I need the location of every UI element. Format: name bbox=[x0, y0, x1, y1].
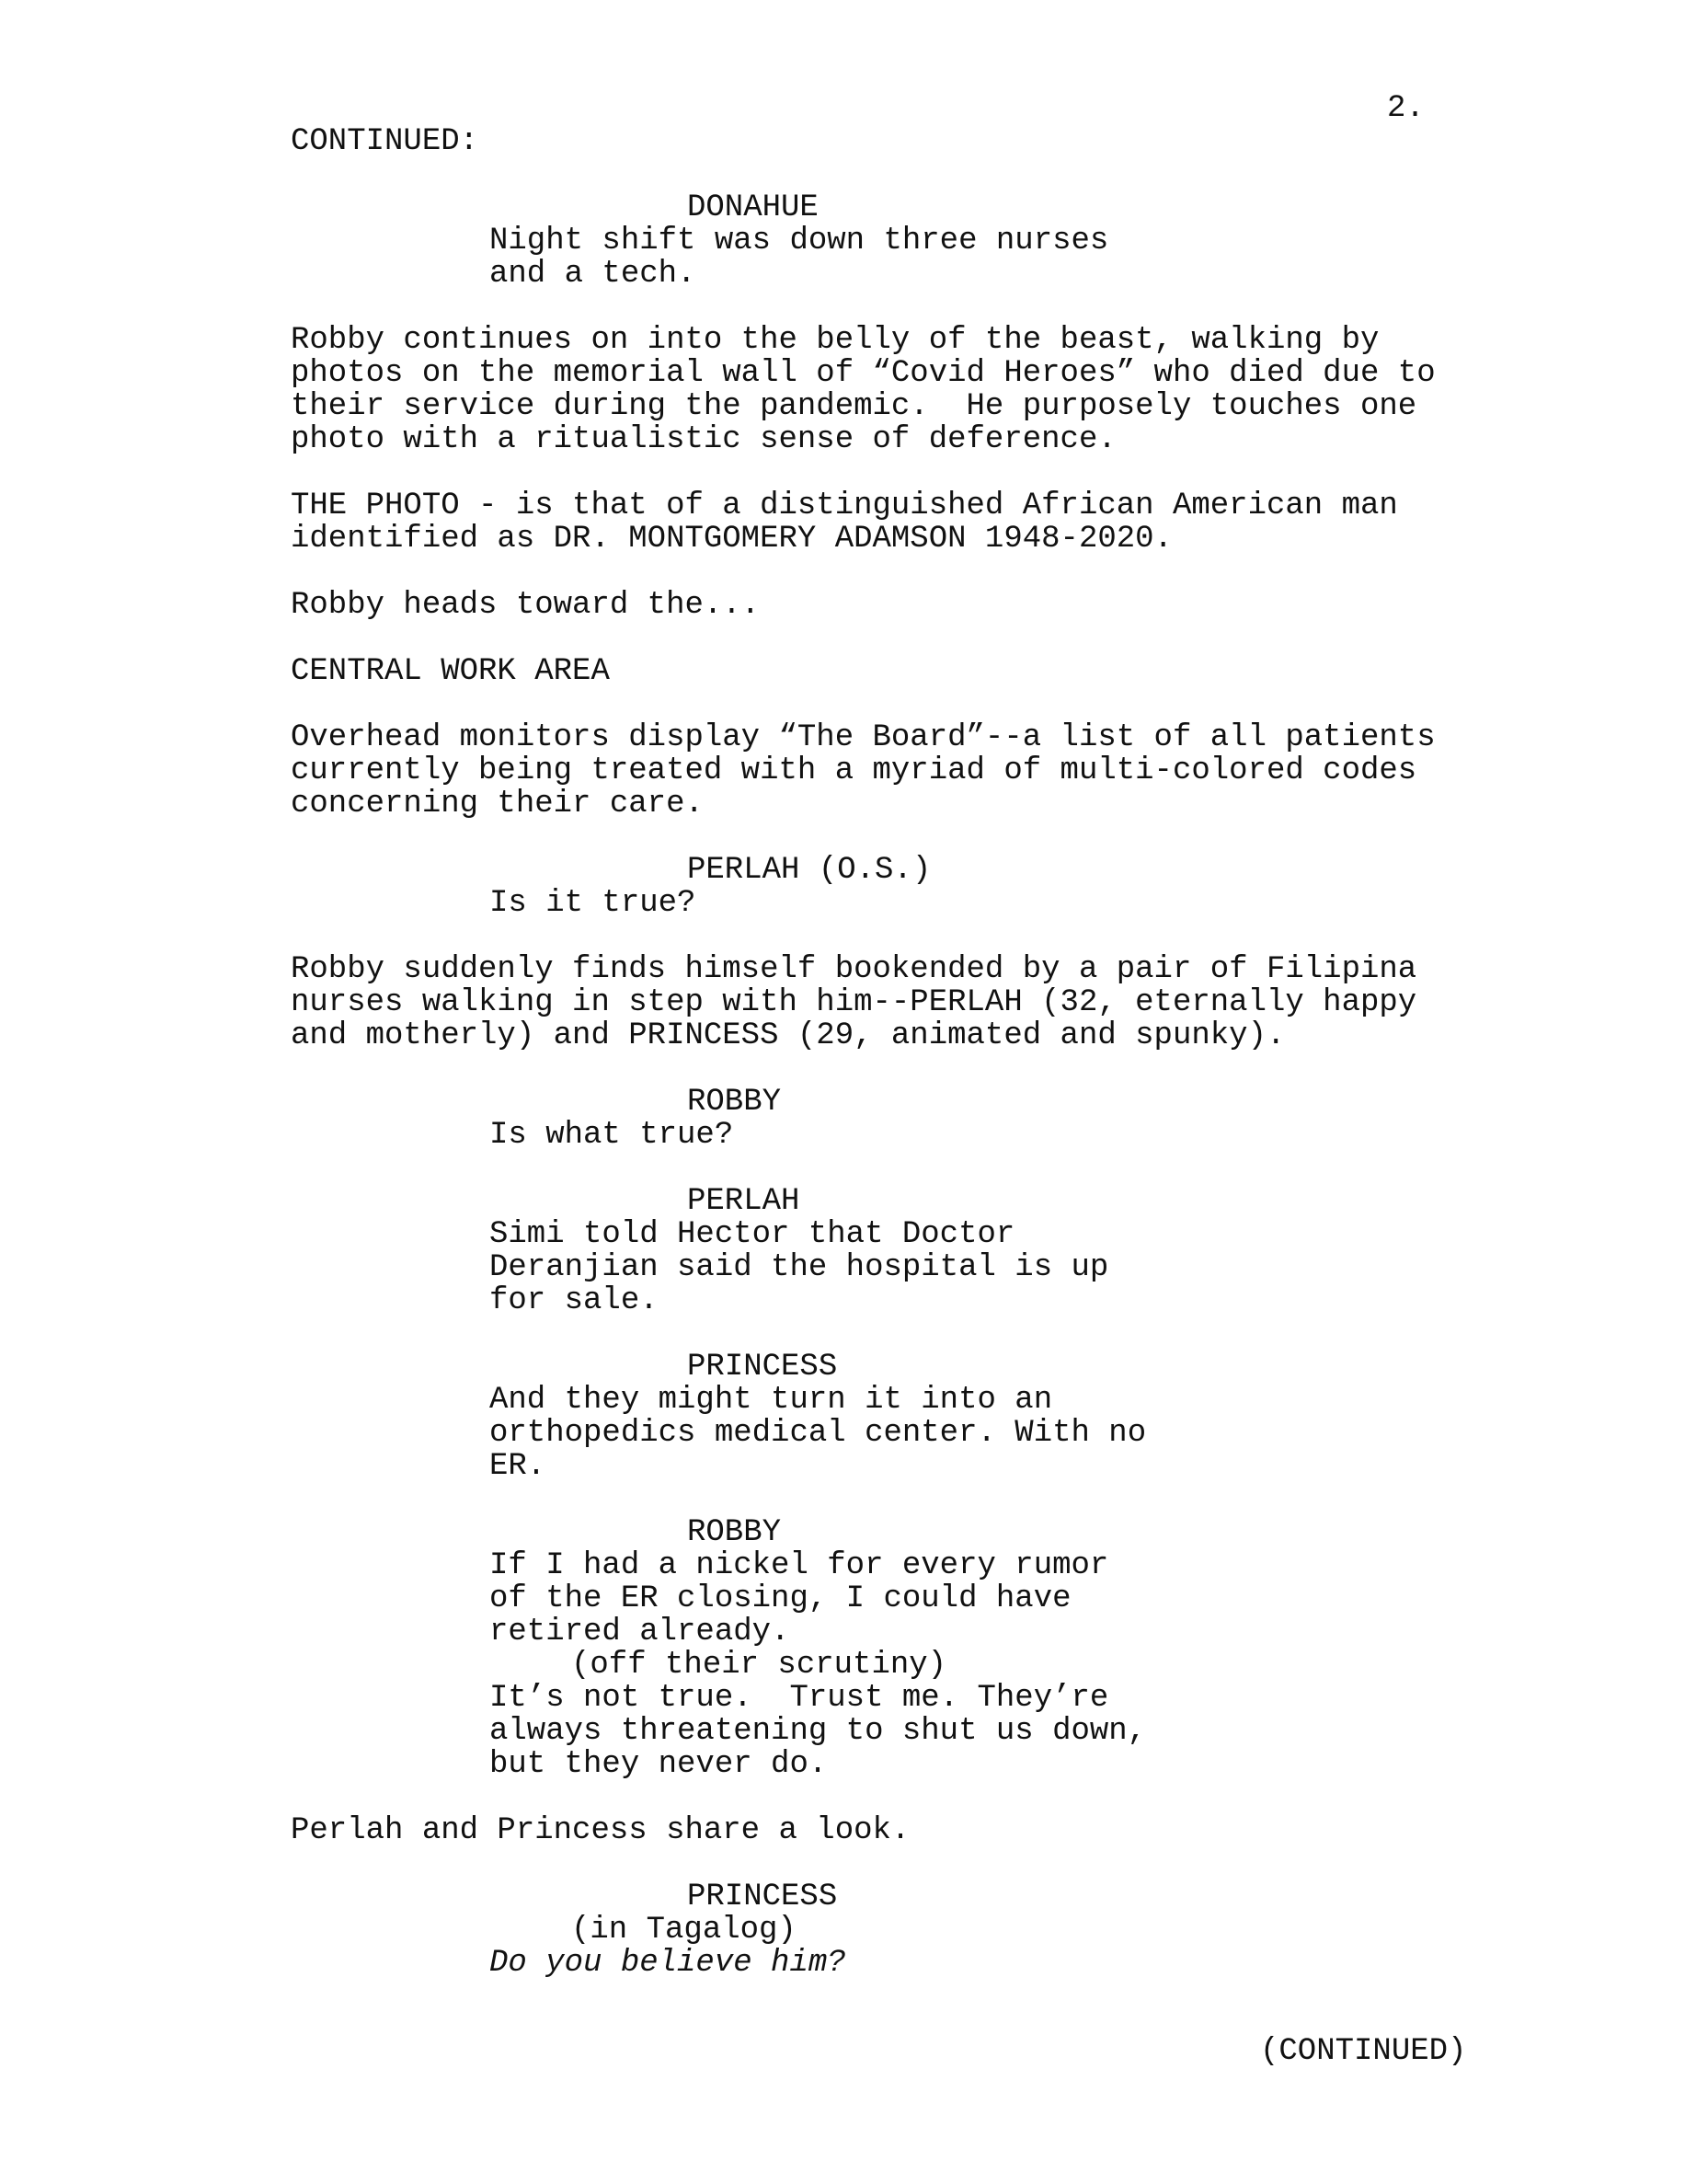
action-line: identified as DR. MONTGOMERY ADAMSON 1948-2020. bbox=[291, 522, 1173, 557]
page-number: 2. bbox=[1387, 91, 1425, 126]
dialogue-line: If I had a nickel for every rumor bbox=[489, 1548, 1109, 1583]
dialogue-line: of the ER closing, I could have bbox=[489, 1581, 1072, 1616]
dialogue-line: Is what true? bbox=[489, 1118, 734, 1153]
dialogue-line: for sale. bbox=[489, 1283, 659, 1318]
parenthetical: (in Tagalog) bbox=[571, 1913, 797, 1948]
continued-header: CONTINUED: bbox=[291, 124, 479, 159]
dialogue-line: And they might turn it into an bbox=[489, 1383, 1053, 1418]
dialogue-line: ER. bbox=[489, 1449, 546, 1484]
dialogue-line: Is it true? bbox=[489, 886, 696, 921]
character-name: PERLAH (O.S.) bbox=[687, 853, 932, 888]
action-line: THE PHOTO - is that of a distinguished African American man bbox=[291, 489, 1398, 523]
character-name: DONAHUE bbox=[687, 190, 819, 225]
action-line: Robby continues on into the belly of the beast, walking by bbox=[291, 323, 1380, 358]
character-name: PRINCESS bbox=[687, 1350, 838, 1385]
action-line: Robby suddenly finds himself bookended by a pair of Filipina bbox=[291, 952, 1417, 987]
action-line: their service during the pandemic. He purposely touches one bbox=[291, 389, 1417, 424]
dialogue-line: Night shift was down three nurses bbox=[489, 224, 1109, 259]
dialogue-line: orthopedics medical center. With no bbox=[489, 1416, 1147, 1451]
character-name: PERLAH bbox=[687, 1184, 800, 1219]
scene-heading: CENTRAL WORK AREA bbox=[291, 654, 610, 689]
continued-footer: (CONTINUED) bbox=[1260, 2034, 1467, 2069]
action-line: Robby heads toward the... bbox=[291, 588, 761, 623]
action-line: photo with a ritualistic sense of deference. bbox=[291, 422, 1117, 457]
dialogue-line: but they never do. bbox=[489, 1747, 828, 1782]
dialogue-line: retired already. bbox=[489, 1615, 790, 1649]
action-line: Perlah and Princess share a look. bbox=[291, 1813, 911, 1848]
action-line: and motherly) and PRINCESS (29, animated and spunky). bbox=[291, 1018, 1286, 1053]
dialogue-line: always threatening to shut us down, bbox=[489, 1714, 1147, 1749]
character-name: ROBBY bbox=[687, 1085, 782, 1120]
dialogue-line: Simi told Hector that Doctor bbox=[489, 1217, 1015, 1252]
action-line: nurses walking in step with him--PERLAH (32, eternally happy bbox=[291, 985, 1417, 1020]
character-name: ROBBY bbox=[687, 1515, 782, 1550]
action-line: concerning their care. bbox=[291, 787, 704, 822]
action-line: currently being treated with a myriad of multi-colored codes bbox=[291, 753, 1417, 788]
dialogue-line: Deranjian said the hospital is up bbox=[489, 1250, 1109, 1285]
parenthetical: (off their scrutiny) bbox=[571, 1648, 947, 1683]
dialogue-line: and a tech. bbox=[489, 257, 696, 292]
character-name: PRINCESS bbox=[687, 1879, 838, 1914]
action-line: photos on the memorial wall of “Covid Heroes” who died due to bbox=[291, 356, 1436, 391]
dialogue-line: Do you believe him? bbox=[489, 1946, 846, 1981]
action-line: Overhead monitors display “The Board”--a list of all patients bbox=[291, 720, 1436, 755]
dialogue-line: It’s not true. Trust me. They’re bbox=[489, 1681, 1109, 1716]
